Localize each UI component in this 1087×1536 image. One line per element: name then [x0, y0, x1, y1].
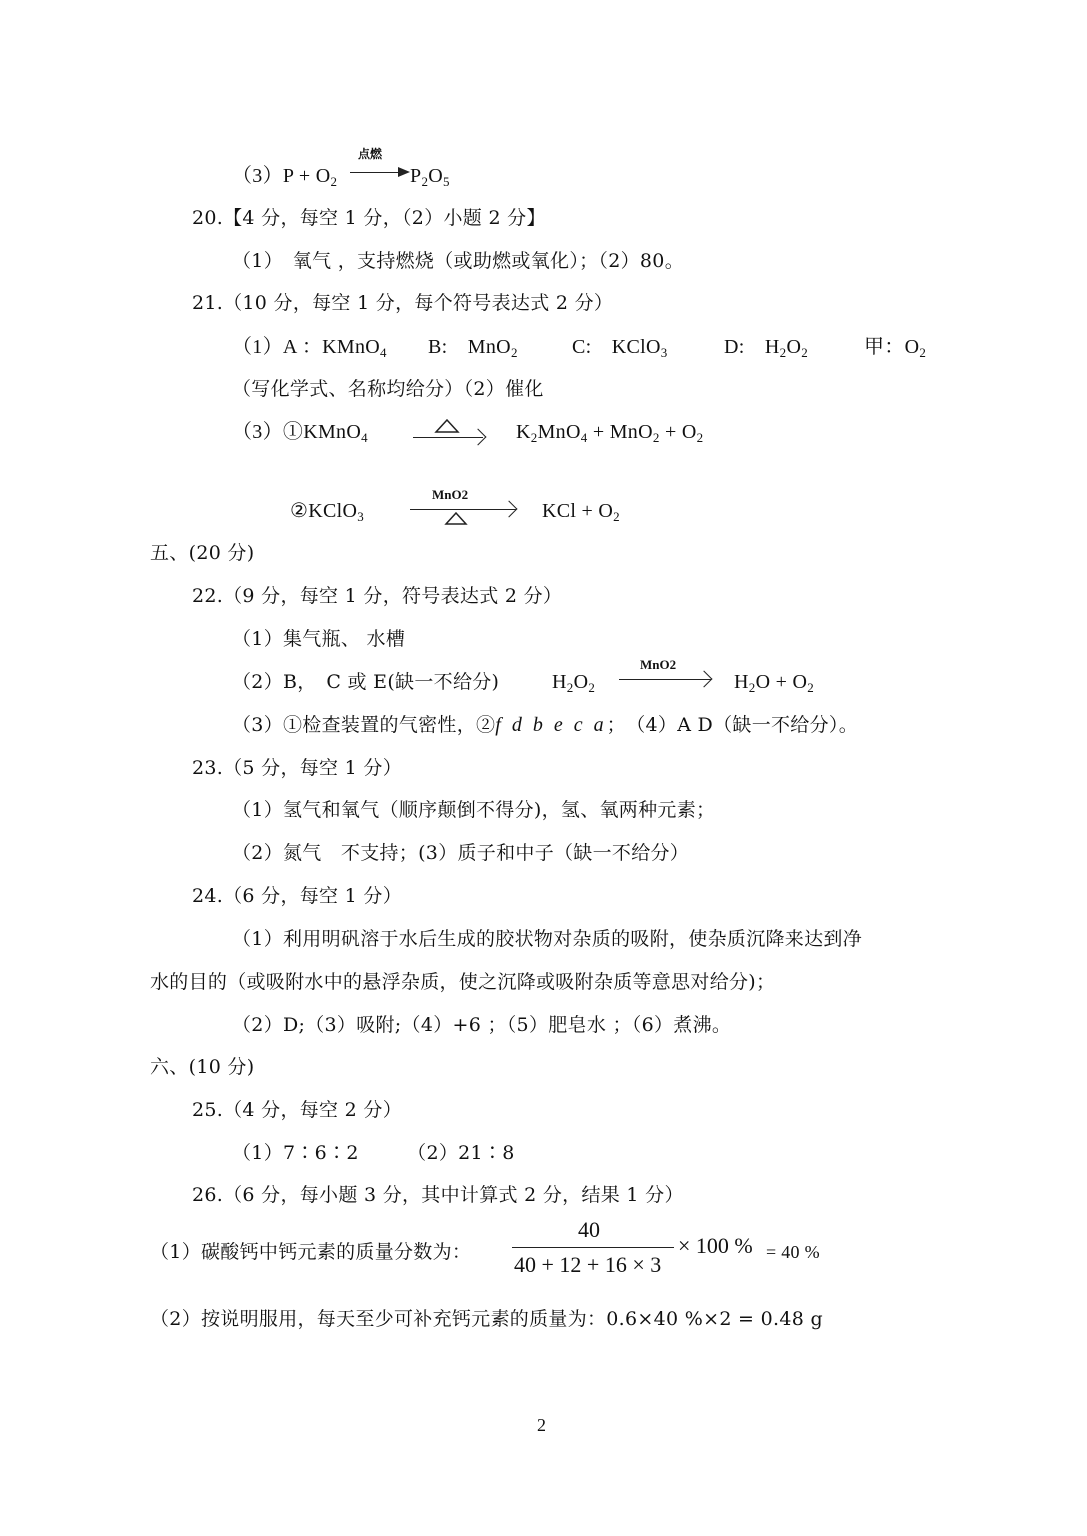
mass-fraction-result: = 40 %: [766, 1242, 820, 1262]
q19-3-line: [232, 164, 337, 188]
subscript: 2: [779, 345, 787, 360]
text: D: H: [724, 336, 780, 358]
text: K: [516, 421, 531, 443]
subscript: 2: [330, 174, 338, 189]
q22-products: [734, 670, 814, 694]
subscript: 2: [652, 430, 660, 445]
text: B: MnO: [428, 336, 511, 358]
catalyst-label: MnO2: [640, 657, 677, 672]
q21-answer-jia: [864, 335, 926, 359]
subscript: 2: [588, 680, 596, 695]
product-text: P: [410, 165, 422, 187]
subscript: 4: [361, 430, 368, 445]
subscript: 2: [530, 430, 538, 445]
text: ②KClO: [290, 500, 358, 522]
q22-answer-2: （2）B， C 或 E(缺一不给分): [232, 671, 500, 693]
q23-heading: 23.（5 分，每空 1 分）: [192, 757, 403, 779]
subscript: 2: [421, 174, 429, 189]
arrow-head-icon: [501, 501, 518, 518]
subscript: 2: [613, 509, 620, 524]
subscript: 2: [510, 345, 518, 360]
q24-answer-2: （2）D;（3）吸附;（4）+6 ；（5）肥皂水 ；（6）煮沸。: [232, 1014, 732, 1036]
heat-triangle-icon: [434, 418, 460, 434]
q22-reactant: [552, 670, 595, 694]
q21-3-1-reactant: [232, 420, 368, 444]
heat-triangle-icon: [444, 512, 468, 526]
text: 甲：O: [864, 336, 920, 358]
subscript: 2: [566, 680, 574, 695]
subscript: 4: [580, 430, 588, 445]
q22-answer-3: [232, 713, 858, 737]
q21-3-2-products: [542, 499, 620, 523]
arrow-head-icon: [470, 429, 487, 446]
text: C: KClO: [572, 336, 661, 358]
text: （1）A ：KMnO: [232, 336, 381, 358]
q23-answer-1: （1）氢气和氧气（顺序颠倒不得分)，氢、氧两种元素；: [232, 799, 716, 821]
text: （3）①检查装置的气密性，②: [232, 714, 496, 736]
q21-answer-c: [572, 335, 668, 359]
q25-answer: （1）7∶6∶2 （2）21∶8: [232, 1142, 515, 1164]
q22-answer-1: （1）集气瓶、 水槽: [232, 628, 406, 650]
text: O + O: [755, 671, 808, 693]
section-6-heading: 六、(10 分): [150, 1056, 255, 1078]
q26-heading: 26.（6 分，每小题 3 分，其中计算式 2 分，结果 1 分）: [192, 1184, 684, 1206]
q20-heading: 20.【4 分，每空 1 分，（2）小题 2 分】: [192, 207, 546, 229]
catalyst-label: MnO2: [432, 487, 469, 502]
q22-heading: 22.（9 分，每空 1 分，符号表达式 2 分）: [192, 585, 563, 607]
subscript: 5: [443, 174, 450, 189]
reaction-condition-ignite: 点燃: [358, 147, 383, 161]
reaction-arrow: [350, 172, 400, 173]
text: O: [786, 336, 802, 358]
q20-answer: （1） 氧气 ，支持燃烧（或助燃或氧化）；（2）80。: [232, 250, 684, 272]
q23-answer-2: （2）氮气 不支持；(3）质子和中子（缺一不给分）: [232, 842, 690, 864]
arrow-head-icon: [696, 671, 713, 688]
q21-3-2-reactant: [290, 499, 364, 523]
q24-answer-1a: （1）利用明矾溶于水后生成的胶状物对杂质的吸附，使杂质沉降来达到净: [232, 928, 862, 950]
q19-3-product: [410, 164, 450, 188]
subscript: 3: [357, 509, 365, 524]
arrow-head-icon: [398, 167, 410, 177]
q21-answer-a: [232, 335, 387, 359]
text: H: [734, 671, 749, 693]
text: （3）①KMnO: [232, 421, 362, 443]
fraction-denominator: 40 + 12 + 16 × 3: [514, 1252, 662, 1277]
percent-multiplier: × 100 %: [678, 1233, 753, 1258]
fraction-numerator: 40: [578, 1217, 600, 1242]
text: MnO: [537, 421, 581, 443]
text: H: [552, 671, 567, 693]
subscript: 2: [801, 345, 809, 360]
text: + MnO: [587, 421, 653, 443]
subscript: 2: [748, 680, 756, 695]
q24-answer-1b: 水的目的（或吸附水中的悬浮杂质，使之沉降或吸附杂质等意思对给分)；: [150, 971, 776, 993]
q25-heading: 25.（4 分，每空 2 分）: [192, 1099, 403, 1121]
text: + O: [659, 421, 697, 443]
text: KCl + O: [542, 500, 614, 522]
q21-note: （写化学式、名称均给分）（2）催化: [232, 378, 544, 400]
q21-3-1-products: [516, 420, 703, 444]
subscript: 4: [380, 345, 387, 360]
text: O: [573, 671, 589, 693]
subscript: 2: [807, 680, 815, 695]
subscript: 3: [660, 345, 668, 360]
page-number: 2: [537, 1415, 547, 1435]
q26-answer-2: （2）按说明服用，每天至少可补充钙元素的质量为：0.6×40 %×2 = 0.48 g: [150, 1308, 823, 1330]
q21-answer-b: [428, 335, 518, 359]
q19-3-reactants: （3）P + O: [232, 165, 331, 187]
subscript: 2: [919, 345, 927, 360]
sequence-text: f d b e c a: [495, 714, 607, 736]
product-text: O: [428, 165, 443, 187]
fraction-bar: [512, 1247, 674, 1248]
q24-heading: 24.（6 分，每空 1 分）: [192, 885, 403, 907]
subscript: 2: [696, 430, 704, 445]
q21-heading: 21.（10 分，每空 1 分，每个符号表达式 2 分）: [192, 292, 614, 314]
q26-answer-1-label: （1）碳酸钙中钙元素的质量分数为：: [150, 1241, 472, 1263]
q21-answer-d: [724, 335, 808, 359]
text: ； （4）A D（缺一不给分）。: [606, 714, 858, 736]
section-5-heading: 五、(20 分): [150, 542, 255, 564]
